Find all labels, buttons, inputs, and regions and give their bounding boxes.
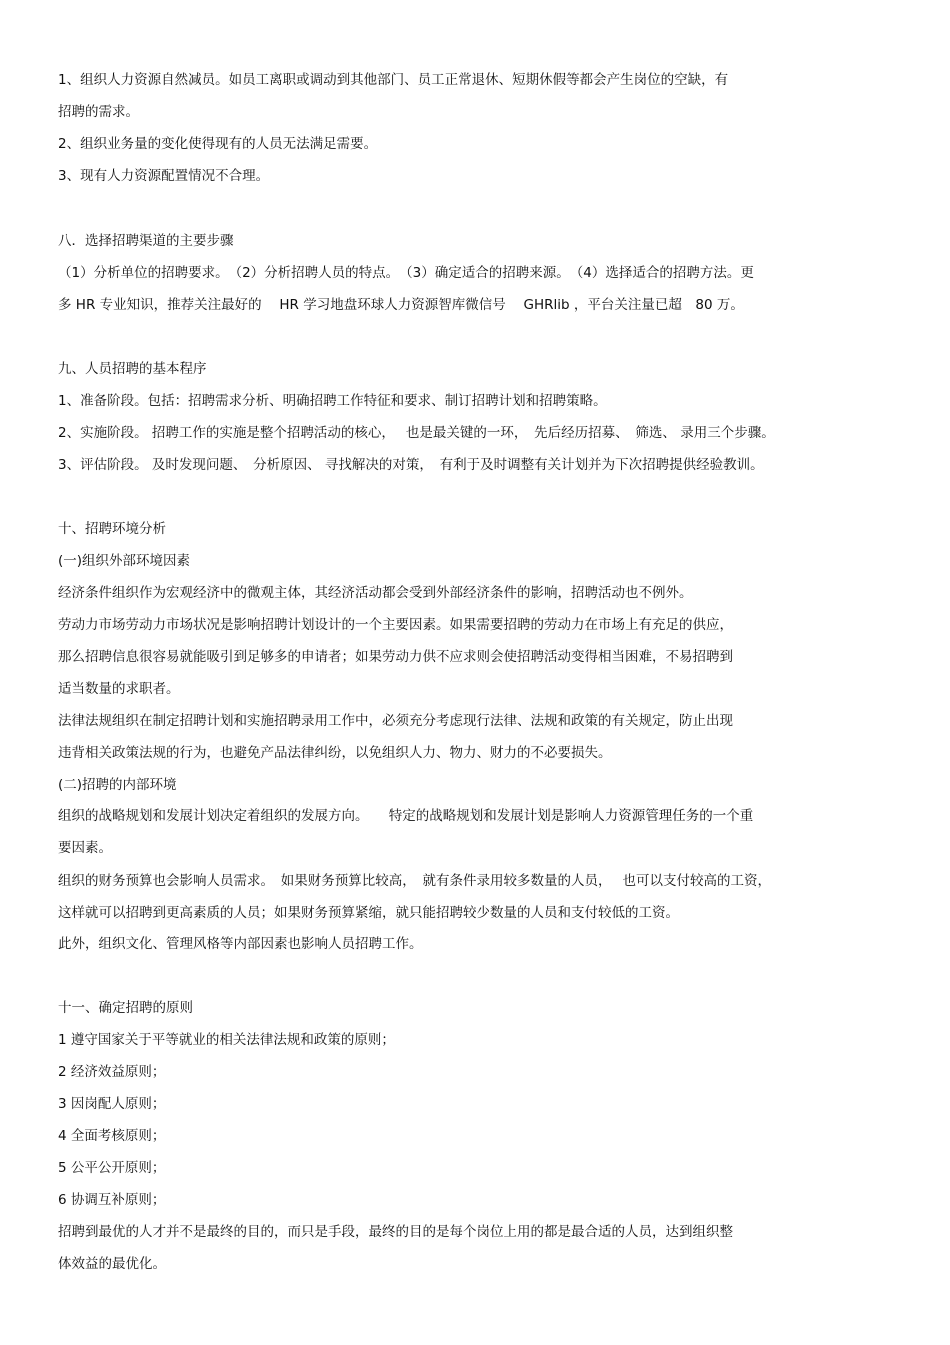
list-item: 1 遵守国家关于平等就业的相关法律法规和政策的原则； — [58, 1032, 395, 1048]
text-line: 多 HR 专业知识，推荐关注最好的 HR 学习地盘环球人力资源智库微信号 GHRlib ，平台关注量已超 80 万。 — [58, 297, 744, 313]
text-line: 2、实施阶段。 招聘工作的实施是整个招聘活动的核心， 也是最关键的一环， 先后经历招募、 筛选、 录用三个步骤。 — [58, 425, 775, 441]
text-line: 这样就可以招聘到更高素质的人员；如果财务预算紧缩，就只能招聘较少数量的人员和支付较低的工资。 — [58, 905, 679, 921]
text-line: 适当数量的求职者。 — [58, 681, 180, 697]
text-line: 经济条件组织作为宏观经济中的微观主体，其经济活动都会受到外部经济条件的影响，招聘活动也不例外。 — [58, 585, 693, 601]
text-line: 1、组织人力资源自然减员。如员工离职或调动到其他部门、员工正常退休、短期休假等都会产生岗位的空缺，有 — [58, 72, 729, 88]
subsection-heading: (一)组织外部环境因素 — [58, 553, 191, 569]
list-item: 5 公平公开原则； — [58, 1160, 166, 1176]
section-heading: 十、招聘环境分析 — [58, 521, 166, 537]
section-heading: 八．选择招聘渠道的主要步骤 — [58, 233, 234, 249]
subsection-heading: (二)招聘的内部环境 — [58, 777, 177, 793]
text-line: 法律法规组织在制定招聘计划和实施招聘录用工作中，必须充分考虑现行法律、法规和政策的有关规定，防止出现 — [58, 713, 733, 729]
section-heading: 九、人员招聘的基本程序 — [58, 361, 207, 377]
text-line: 3、现有人力资源配置情况不合理。 — [58, 168, 270, 184]
text-line: 违背相关政策法规的行为，也避免产品法律纠纷，以免组织人力、物力、财力的不必要损失。 — [58, 745, 612, 761]
list-item: 6 协调互补原则； — [58, 1192, 166, 1208]
text-line: （1）分析单位的招聘要求。 （2）分析招聘人员的特点。 （3）确定适合的招聘来源。 （4）选择适合的招聘方法。更 — [58, 265, 754, 281]
text-line: 3、评估阶段。 及时发现问题、 分析原因、 寻找解决的对策， 有利于及时调整有关计划并为下次招聘提供经验教训。 — [58, 457, 764, 473]
text-line: 劳动力市场劳动力市场状况是影响招聘计划设计的一个主要因素。如果需要招聘的劳动力在市场上有充足的供应， — [58, 617, 733, 633]
text-line: 那么招聘信息很容易就能吸引到足够多的申请者；如果劳动力供不应求则会使招聘活动变得相当困难，不易招聘到 — [58, 649, 733, 665]
text-line: 此外，组织文化、管理风格等内部因素也影响人员招聘工作。 — [58, 936, 423, 952]
text-line: 组织的战略规划和发展计划决定着组织的发展方向。 特定的战略规划和发展计划是影响人力资源管理任务的一个重 — [58, 808, 754, 824]
text-line: 2、组织业务量的变化使得现有的人员无法满足需要。 — [58, 136, 378, 152]
text-line: 体效益的最优化。 — [58, 1256, 166, 1272]
list-item: 3 因岗配人原则； — [58, 1096, 166, 1112]
text-line: 1、准备阶段。包括：招聘需求分析、明确招聘工作特征和要求、制订招聘计划和招聘策略。 — [58, 393, 607, 409]
section-heading: 十一、确定招聘的原则 — [58, 1000, 193, 1016]
list-item: 2 经济效益原则； — [58, 1064, 166, 1080]
text-line: 要因素。 — [58, 840, 112, 856]
list-item: 4 全面考核原则； — [58, 1128, 166, 1144]
text-line: 组织的财务预算也会影响人员需求。 如果财务预算比较高， 就有条件录用较多数量的人员， 也可以支付较高的工资， — [58, 873, 772, 889]
text-line: 招聘到最优的人才并不是最终的目的，而只是手段，最终的目的是每个岗位上用的都是最合适的人员，达到组织整 — [58, 1224, 733, 1240]
text-line: 招聘的需求。 — [58, 104, 139, 120]
